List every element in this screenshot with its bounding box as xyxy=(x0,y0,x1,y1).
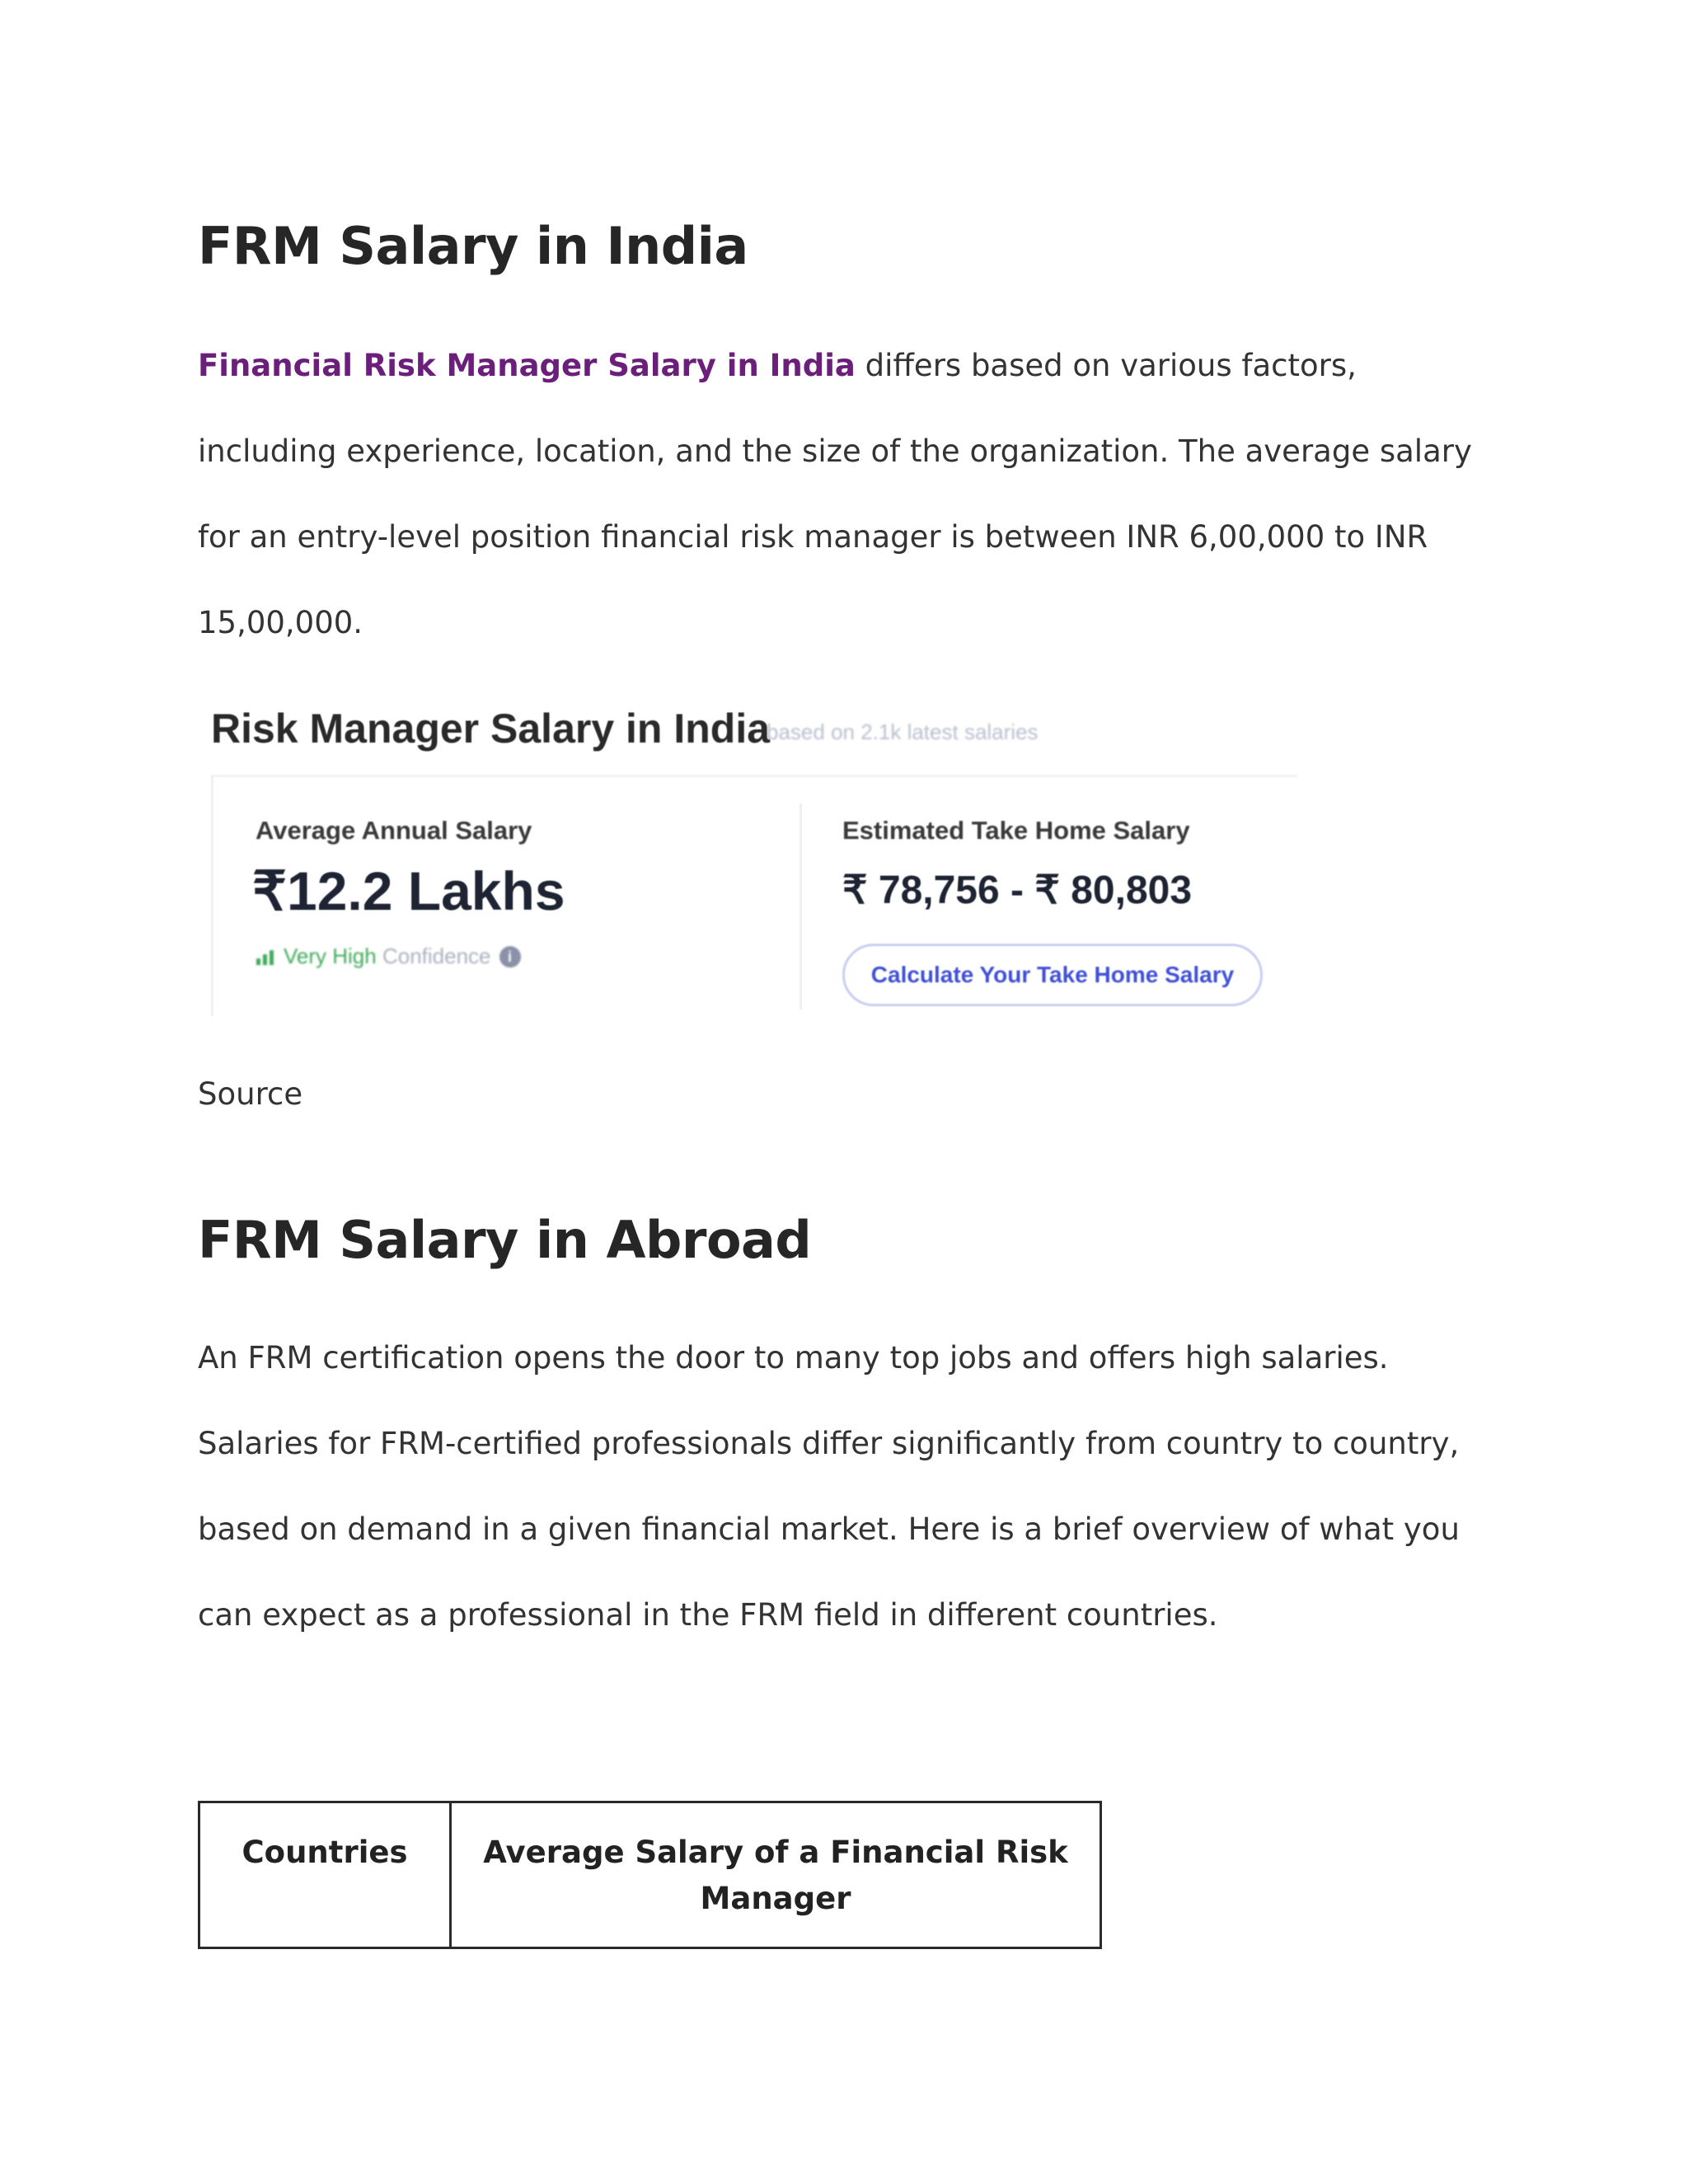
average-salary-value: ₹12.2 Lakhs xyxy=(252,860,565,921)
confidence-label: Confidence xyxy=(376,944,491,968)
section-heading-abroad: FRM Salary in Abroad xyxy=(198,1210,812,1270)
calculate-take-home-button[interactable]: Calculate Your Take Home Salary xyxy=(842,944,1263,1006)
source-label[interactable]: Source xyxy=(198,1076,303,1112)
card-title: Risk Manager Salary in India xyxy=(211,705,771,752)
section-heading-india: FRM Salary in India xyxy=(198,216,748,276)
take-home-label: Estimated Take Home Salary xyxy=(842,816,1190,845)
signal-bars-icon xyxy=(256,949,275,965)
column-header-average-salary: Average Salary of a Financial Risk Manager xyxy=(451,1802,1101,1948)
info-icon[interactable]: i xyxy=(499,946,521,968)
card-subtitle: based on 2.1k latest salaries xyxy=(767,719,1039,744)
confidence-level: Very High xyxy=(284,944,377,968)
frm-salary-link[interactable]: Financial Risk Manager Salary in India xyxy=(198,348,856,383)
table-header-row xyxy=(199,1802,1101,1948)
intro-text: differs based on various factors, including experience, location, and the size of the organization. The average salary for an entry-level position financial risk manager is between INR 6,00,000 to INR 15,00,000. xyxy=(198,348,1472,640)
card-divider xyxy=(799,804,802,1010)
intro-paragraph xyxy=(198,323,1500,666)
salary-table xyxy=(198,1801,1102,1949)
column-header-countries: Countries xyxy=(199,1802,451,1948)
average-salary-label: Average Annual Salary xyxy=(256,816,532,845)
take-home-value: ₹ 78,756 - ₹ 80,803 xyxy=(842,869,1193,912)
confidence-indicator xyxy=(256,944,521,969)
salary-card-image xyxy=(198,696,1302,1026)
abroad-paragraph: An FRM certification opens the door to many top jobs and offers high salaries. Salaries for FRM-certified professionals differ significantly from country to country, based on demand in a given financial market. Here is a brief overview of what you can expect as a professional in the FRM field in different countries. xyxy=(198,1340,1460,1633)
